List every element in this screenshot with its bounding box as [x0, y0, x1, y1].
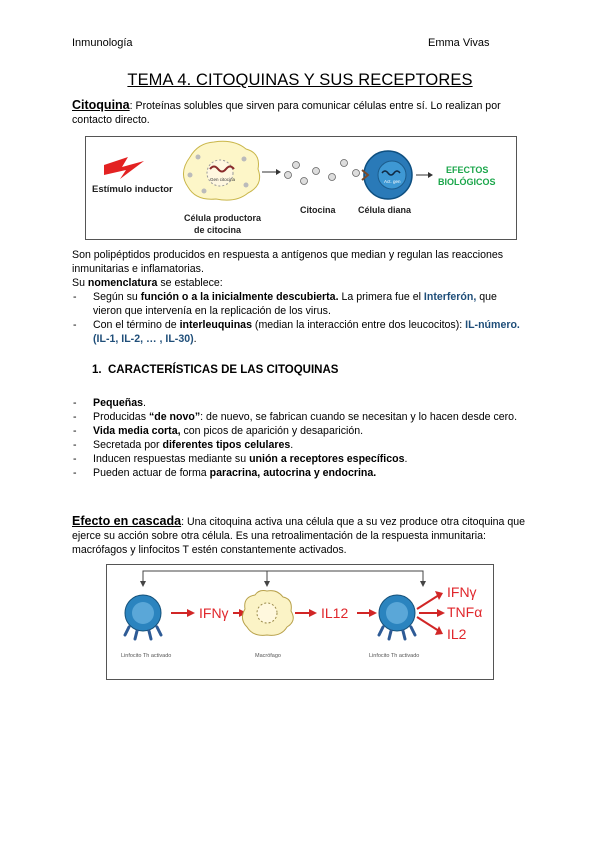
feedback-arrow-head	[420, 581, 426, 587]
header-author: Emma Vivas	[428, 37, 490, 49]
effects-label-1: EFECTOS	[446, 165, 489, 175]
list-item	[72, 396, 528, 410]
gene-label: Gen citocina	[210, 177, 236, 182]
list-item	[72, 424, 528, 438]
cascade-paragraph	[72, 514, 528, 557]
stimulus-label: Estímulo inductor	[92, 184, 173, 195]
item-bold: función o a la inicialmente descubierta.	[140, 291, 339, 303]
item-text: Con el término de	[93, 319, 180, 331]
item-bold: unión a receptores específicos	[249, 453, 405, 465]
cell3-label: Linfocito Th activado	[369, 653, 420, 659]
cytokine-dot	[313, 168, 320, 175]
header-subject: Inmunología	[72, 37, 133, 49]
target-label: Célula diana	[358, 205, 412, 215]
nomenclature-lead-2: se establece:	[157, 277, 223, 289]
cascade-term: Efecto en cascada	[72, 514, 182, 528]
feedback-line	[143, 571, 423, 583]
list-item	[72, 410, 528, 424]
cytokine-dot	[293, 162, 300, 169]
item-text: Inducen respuestas mediante su	[93, 453, 250, 465]
effects-label-2: BIOLÓGICOS	[438, 177, 496, 187]
arrow-head	[187, 609, 195, 617]
lightning-icon	[104, 157, 144, 179]
output-il2: IL2	[447, 626, 467, 642]
item-text: Producidas	[93, 411, 149, 423]
item-bold: Vida media corta,	[93, 425, 181, 437]
characteristics-section	[72, 396, 528, 480]
list-item	[72, 452, 528, 466]
characteristics-list	[72, 396, 528, 480]
feedback-arrow-head	[264, 581, 270, 587]
arrow-line	[417, 595, 439, 609]
section-title: CARACTERÍSTICAS DE LAS CITOQUINAS	[108, 364, 339, 376]
cytokine-molecules	[285, 160, 360, 185]
intro-term: Citoquina	[72, 98, 130, 112]
cytokine-label: Citocina	[300, 205, 336, 215]
nomenclature-section	[72, 276, 528, 346]
item-text: La primera fue el	[338, 291, 424, 303]
ifn-label: IFNγ	[199, 605, 229, 621]
cell2-label: Macrófago	[255, 653, 281, 659]
nomenclature-lead	[72, 276, 528, 290]
item-blue: Interferón,	[423, 291, 477, 303]
cascade-text: : Una citoquina activa una célula que a su vez produce otra citoquina que ejerce su acción sobre otra célula. Es una retroalimentación de la respuesta inmunitaria: macrófagos y linfocitos T estén constantemente activados.	[72, 516, 526, 556]
list-item	[72, 318, 528, 346]
intro-paragraph	[72, 98, 528, 127]
arrow-head	[309, 609, 317, 617]
producer-label-2: de citocina	[194, 225, 242, 235]
cascade-diagram	[106, 564, 494, 680]
granule	[244, 183, 249, 188]
intro-definition: : Proteínas solubles que sirven para comunicar células entre sí. Lo realizan por contacto directo.	[72, 100, 501, 126]
granule	[202, 189, 207, 194]
item-text: que vieron que intervenía en la replicación de los virus.	[93, 291, 497, 317]
granule	[188, 173, 193, 178]
macrophage-nucleus	[257, 603, 277, 623]
item-bold: paracrina, autocrina y endocrina.	[209, 467, 377, 479]
item-text: Secretada por	[93, 439, 163, 451]
page-title: TEMA 4. CITOQUINAS Y SUS RECEPTORES	[127, 71, 473, 89]
cytokine-dot	[341, 160, 348, 167]
item-text: .	[193, 333, 197, 345]
arrow-head	[428, 172, 433, 178]
arrow-head	[369, 609, 377, 617]
arrow-head	[437, 609, 445, 617]
section-heading	[92, 364, 338, 376]
item-text: (median la interacción entre dos leucocitos):	[251, 319, 466, 331]
producer-label-1: Célula productora	[184, 213, 262, 223]
item-text: : de nuevo, se fabrican cuando se necesitan y lo hacen desde cero.	[200, 411, 518, 423]
list-item	[72, 290, 528, 318]
item-text: .	[143, 397, 146, 409]
cytokine-dot	[353, 170, 360, 177]
t-cell-1	[125, 595, 161, 639]
granule	[242, 157, 247, 162]
item-bold: “de novo”	[148, 411, 201, 423]
target-gene-label: Act. gen	[384, 179, 401, 184]
t-cell-2	[379, 595, 415, 639]
item-bold: diferentes tipos celulares	[162, 439, 291, 451]
item-text: .	[290, 439, 294, 451]
polypeptide-paragraph: Son polipéptidos producidos en respuesta a antígenos que median y regulan las reacciones inmunitarias e inflamatorias.	[72, 249, 504, 275]
nomenclature-lead-bold: nomenclatura	[87, 277, 158, 289]
section-number: 1.	[92, 364, 102, 376]
output-ifn: IFNγ	[447, 584, 477, 600]
item-text: Según su	[93, 291, 141, 303]
item-bold: interleuquinas	[179, 319, 252, 331]
item-text: con picos de aparición y desaparición.	[180, 425, 364, 437]
output-tnf: TNFα	[447, 604, 483, 620]
nomenclature-list	[72, 290, 528, 346]
arrow-head	[276, 169, 281, 175]
item-blue: IL-número. (IL-1, IL-2, … , IL-30)	[93, 319, 520, 345]
item-bold: Pequeñas	[93, 397, 144, 409]
nomenclature-lead-1: Su	[72, 277, 88, 289]
arrow-head	[435, 626, 443, 635]
cell1-label: Linfocito Th activado	[121, 653, 172, 659]
item-text: Pueden actuar de forma	[93, 467, 210, 479]
il12-label: IL12	[321, 605, 349, 621]
item-text: .	[404, 453, 408, 465]
arrow-line	[417, 617, 439, 631]
cytokine-dot	[329, 174, 336, 181]
cytokine-diagram	[85, 136, 517, 240]
granule	[196, 155, 201, 160]
cytokine-dot	[285, 172, 292, 179]
arrow-head	[435, 591, 443, 600]
feedback-arrow-head	[140, 581, 146, 587]
list-item	[72, 466, 528, 480]
producer-nucleus	[207, 160, 233, 186]
list-item	[72, 438, 528, 452]
cytokine-dot	[301, 178, 308, 185]
